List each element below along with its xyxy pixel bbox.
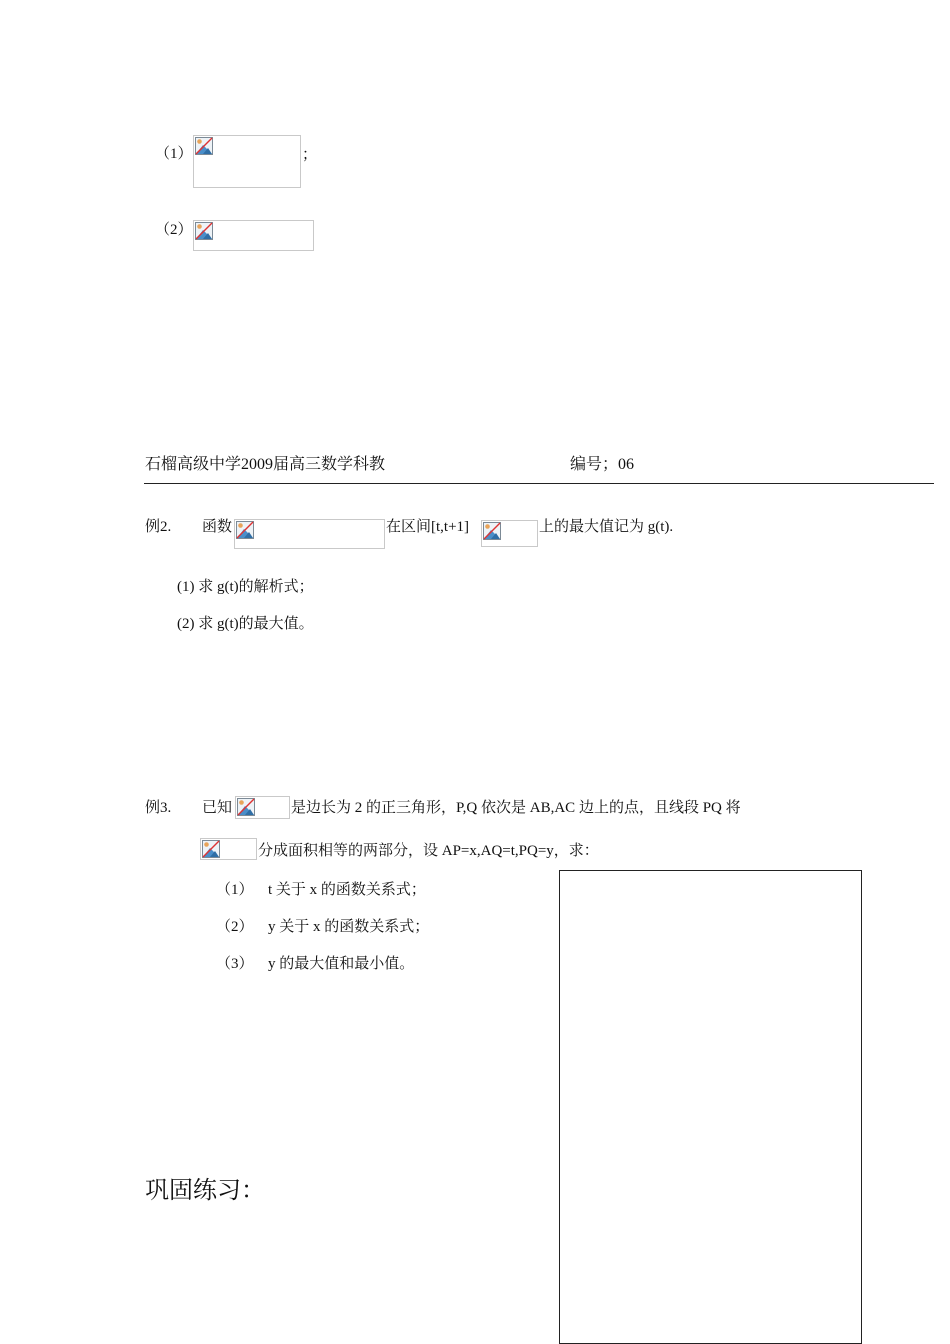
example3-q3-num: （3） — [216, 956, 254, 972]
item2-label: （2） — [155, 222, 193, 238]
example2-label: 例2. — [145, 519, 172, 535]
broken-image-icon — [483, 522, 501, 540]
example3-label: 例3. — [145, 800, 172, 816]
broken-image-icon — [237, 798, 255, 816]
example2-sub2: (2) 求 g(t)的最大值。 — [177, 616, 314, 632]
example2-text-c: 上的最大值记为 g(t). — [539, 519, 674, 535]
triangle-image-2 — [200, 838, 257, 860]
broken-image-icon — [195, 137, 213, 155]
formula-image-2 — [193, 220, 314, 251]
broken-image-icon — [202, 840, 220, 858]
example3-text-c: 分成面积相等的两部分，设 AP=x,AQ=t,PQ=y，求： — [258, 843, 599, 859]
formula-image-1 — [193, 135, 301, 188]
item1-label: （1） — [155, 146, 193, 162]
figure-frame — [559, 870, 862, 1344]
example3-q3-text: y 的最大值和最小值。 — [268, 956, 415, 972]
example3-q2-text: y 关于 x 的函数关系式； — [268, 919, 430, 935]
example3-q2-num: （2） — [216, 919, 254, 935]
formula-image-4 — [481, 520, 538, 547]
example3-q1-num: （1） — [216, 882, 254, 898]
item1-suffix: ； — [302, 147, 318, 163]
header-title: 石榴高级中学2009届高三数学科教 — [145, 456, 386, 473]
practice-heading: 巩固练习： — [145, 1178, 265, 1204]
formula-image-3 — [234, 519, 385, 549]
example2-text-a: 函数 — [202, 519, 233, 535]
example3-q1-text: t 关于 x 的函数关系式； — [268, 882, 426, 898]
triangle-image — [235, 796, 290, 819]
broken-image-icon — [195, 222, 213, 240]
example3-text-b: 是边长为 2 的正三角形，P,Q 依次是 AB,AC 边上的点，且线段 PQ 将 — [291, 800, 741, 816]
broken-image-icon — [236, 521, 254, 539]
header-code: 编号；06 — [570, 456, 635, 473]
example3-text-a: 已知 — [202, 800, 233, 816]
example2-sub1: (1) 求 g(t)的解析式； — [177, 579, 314, 595]
example2-text-b: 在区间[t,t+1] — [386, 519, 470, 535]
header-rule — [144, 483, 934, 484]
